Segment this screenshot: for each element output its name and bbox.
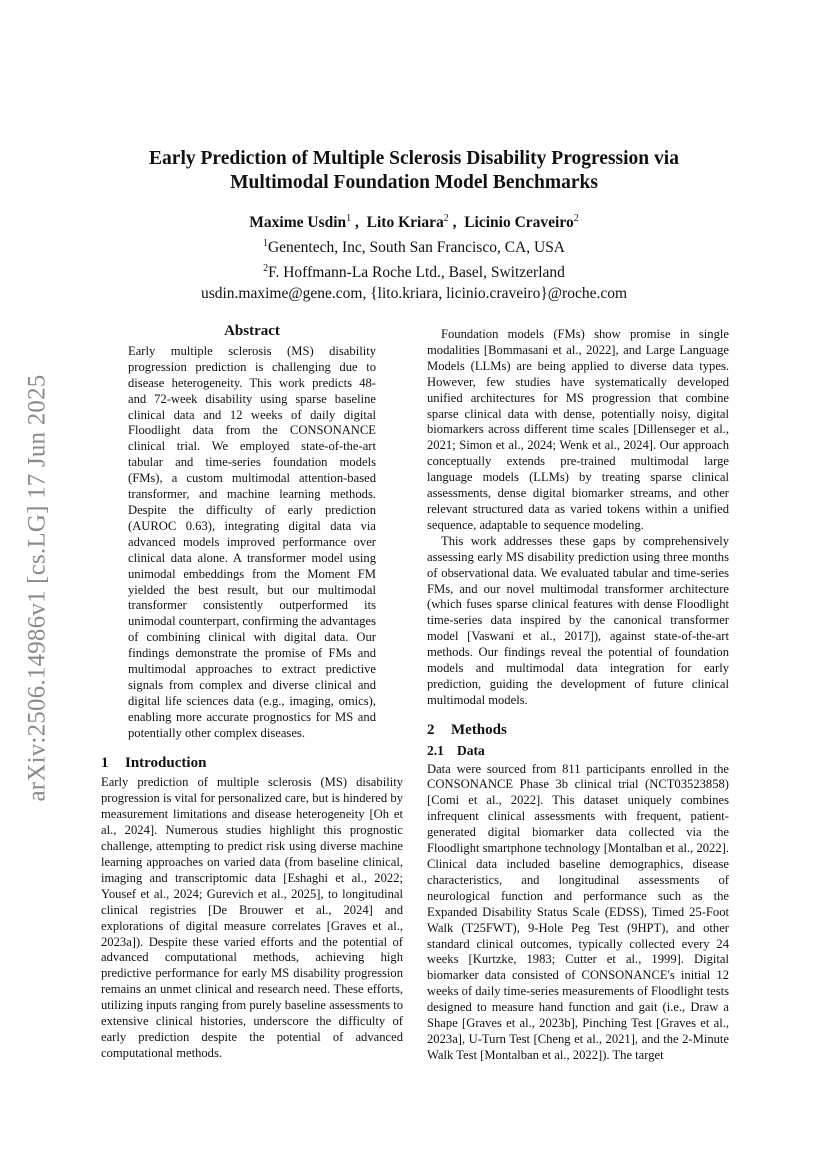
right-column	[427, 327, 729, 1064]
section-heading-methods	[427, 723, 729, 739]
affiliation-line	[100, 233, 728, 258]
affiliation-text: F. Hoffmann-La Roche Ltd., Basel, Switzerland	[268, 264, 565, 282]
author-name: Licinio Craveiro	[464, 214, 574, 232]
affiliation-text: Genentech, Inc, South San Francisco, CA, USA	[267, 239, 566, 257]
author-affiliation-marker: 2	[573, 213, 579, 224]
abstract-text: Early multiple sclerosis (MS) disability progression prediction is challenging due to disease heterogeneity. This work predicts 48- and 72-week disability using sparse baseline clinical data and 12 weeks of daily digital Floodlight data from the CONSONANCE clinical trial. We employed state-of-the-art tabular and time-series foundation models (FMs), a custom multimodal attention-based transformer, and machine learning methods. Despite the difficulty of early prediction (AUROC 0.63), integrating digital data via advanced models improved performance over clinical data alone. A transformer model using unimodal embeddings from the Moment FM yielded the best result, but our multimodal transformer consistently outperformed its unimodal counterpart, confirming the advantages of combining clinical with digital data. Our findings demonstrate the promise of FMs and multimodal approaches to extract predictive signals from complex and diverse clinical and digital life sciences data (e.g., imaging, omics), enabling more accurate prognostics for MS and potentially other complex diseases.	[128, 343, 376, 740]
paper-title	[100, 147, 728, 195]
affiliation-line	[100, 258, 728, 283]
subsection-number: 2.1	[427, 742, 444, 758]
abstract-body	[128, 344, 376, 742]
arxiv-identifier-text: arXiv:2506.14986v1 [cs.LG] 17 Jun 2025	[23, 374, 50, 801]
author-block	[100, 208, 728, 304]
author-name: Lito Kriara	[366, 214, 444, 232]
author-emails: usdin.maxime@gene.com, {lito.kriara, licinio.craveiro}@roche.com	[200, 285, 628, 303]
section-title: Methods	[451, 721, 507, 738]
subsection-title: Data	[457, 742, 485, 758]
author-affiliation-marker: 1	[346, 213, 352, 224]
arxiv-identifier	[14, 345, 60, 830]
section-number: 1	[101, 754, 109, 771]
title-line-1: Early Prediction of Multiple Sclerosis Disability Progression via	[149, 148, 679, 169]
introduction-paragraph-2: Foundation models (FMs) show promise in single modalities [Bommasani et al., 2022], and Large Language Models (LLMs) are being applied to diverse data types. However, few studies have systematically developed unified architectures for MS progression that combine sparse clinical data with dense, potentially noisy, digital biomarkers across different time scales [Dillenseger et al., 2021; Simon et al., 2024; Wenk et al., 2024]. Our approach conceptually extends pre-trained multimodal large language models (LLMs) by treating sparse clinical assessments, dense digital biomarker streams, and other relevant structured data as varied tokens within a unified sequence, adaptable to sequence modeling.	[427, 327, 729, 532]
introduction-paragraph-3: This work addresses these gaps by comprehensively assessing early MS disability prediction using three months of observational data. We evaluated tabular and time-series FMs, and our novel multimodal transformer architecture (which fuses sparse clinical features with dense Floodlight time-series data inspired by the canonical transformer model [Vaswani et al., 2017]), against state-of-the-art methods. Our findings reveal the potential of foundation models and multimodal data integration for early prediction, guiding the development of future clinical multimodal models.	[427, 533, 729, 707]
section-heading-introduction	[101, 756, 403, 772]
left-column	[101, 324, 403, 1062]
section-number: 2	[427, 721, 435, 738]
author-affiliation-marker: 2	[443, 213, 449, 224]
introduction-paragraph-1: Early prediction of multiple sclerosis (MS) disability progression is vital for personalized care, but is hindered by measurement limitations and disease heterogeneity [Oh et al., 2024]. Numerous studies highlight this prognostic challenge, attempting to predict risk using diverse machine learning approaches on varied data (from baseline clinical, imaging and transcriptomic data [Eshaghi et al., 2022; Yousef et al., 2024; Gurevich et al., 2025], to longitudinal clinical registries [De Brouwer et al., 2024] and explorations of digital measure correlates [Graves et al., 2023a]). Despite these varied efforts and the potential of advanced computational methods, achieving high predictive performance for early MS disability progression remains an unmet clinical and research need. These efforts, utilizing inputs ranging from purely baseline assessments to extensive clinical histories, underscore the difficulty of early prediction despite the potential of advanced computational methods.	[101, 775, 403, 1060]
title-line-2: Multimodal Foundation Model Benchmarks	[230, 172, 598, 193]
section-title: Introduction	[125, 754, 207, 771]
affiliation-marker: 1	[262, 238, 268, 250]
author-name: Maxime Usdin	[249, 214, 347, 232]
data-paragraph: Data were sourced from 811 participants enrolled in the CONSONANCE Phase 3b clinical trial (NCT03523858) [Comi et al., 2022]. This dataset uniquely combines infrequent clinical assessments with frequent, patient-generated digital biomarker data collected via the Floodlight smartphone technology [Montalban et al., 2022]. Clinical data included baseline demographics, disease characteristics, and longitudinal assessments of neurological function and performance such as the Expanded Disability Status Scale (EDSS), Timed 25-Foot Walk (T25FWT), 9-Hole Peg Test (9HPT), and other standard clinical outcomes, typically collected every 24 weeks [Kurtzke, 1983; Cutter et al., 1999]. Digital biomarker data consisted of CONSONANCE's initial 12 weeks of daily time-series measurements of Floodlight tests designed to measure hand function and gait (i.e., Draw a Shape [Graves et al., 2023b], Pinching Test [Graves et al., 2023a], U-Turn Test [Cheng et al., 2021], and the 2-Minute Walk Test [Montalban et al., 2022]). The target	[427, 761, 729, 1062]
author-names: Maxime Usdin$^1$ , Lito Kriara$^2$ , Licinio Craveiro$^2$	[249, 213, 579, 232]
subsection-heading-data	[427, 743, 729, 759]
abstract-heading: Abstract	[224, 323, 280, 339]
affiliation-marker: 2	[263, 263, 269, 275]
